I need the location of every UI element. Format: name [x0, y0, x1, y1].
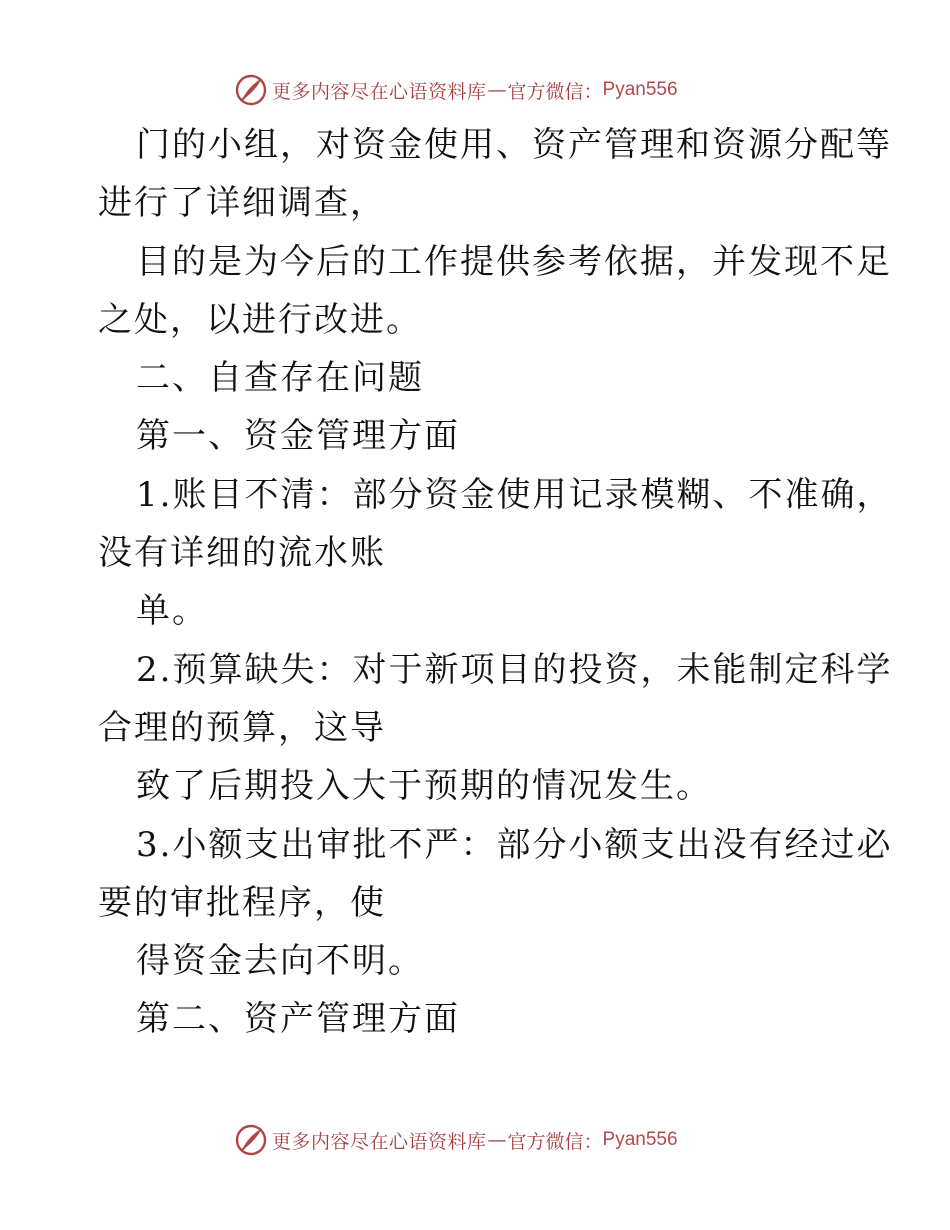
text-line: 合理的预算，这导 [98, 707, 386, 748]
footer-wechat-id: Pyan556 [602, 1129, 678, 1150]
text-line: 进行了详细调查， [98, 183, 386, 224]
document-body [98, 116, 893, 1049]
footer-wechat-label: 官方微信： [507, 1130, 603, 1153]
text-line: 致了后期投入大于预期的情况发生。 [136, 766, 712, 807]
quill-pen-logo-icon [234, 73, 268, 107]
text-line: 单。 [136, 591, 208, 632]
text-line: 之处，以进行改进。 [98, 299, 422, 340]
text-line: 目的是为今后的工作提供参考依据，并发现不足 [136, 241, 892, 282]
header-watermark [234, 70, 678, 110]
text-line: 得资金去向不明。 [136, 941, 424, 982]
footer-separator: — [487, 1129, 507, 1151]
text-line: 门的小组，对资金使用、资产管理和资源分配等 [136, 125, 892, 165]
header-site-text: 更多内容尽在心语资料库 [272, 80, 487, 103]
text-line: 要的审批程序，使 [98, 882, 386, 923]
section-heading: 二、自查存在问题 [136, 358, 424, 399]
text-line: 2.预算缺失：对于新项目的投资，未能制定科学 [136, 649, 893, 690]
subsection-heading: 第一、资金管理方面 [136, 416, 460, 457]
footer-watermark [234, 1120, 678, 1160]
footer-site-text: 更多内容尽在心语资料库 [272, 1130, 487, 1153]
header-separator: — [487, 79, 507, 101]
text-line: 3.小额支出审批不严：部分小额支出没有经过必 [136, 824, 893, 865]
subsection-heading: 第二、资产管理方面 [136, 999, 460, 1040]
header-wechat-label: 官方微信： [507, 80, 603, 103]
quill-pen-logo-icon [234, 1123, 268, 1157]
header-wechat-id: Pyan556 [602, 79, 678, 100]
text-line: 没有详细的流水账 [98, 533, 386, 574]
text-line: 1.账目不清：部分资金使用记录模糊、不准确， [136, 474, 893, 515]
